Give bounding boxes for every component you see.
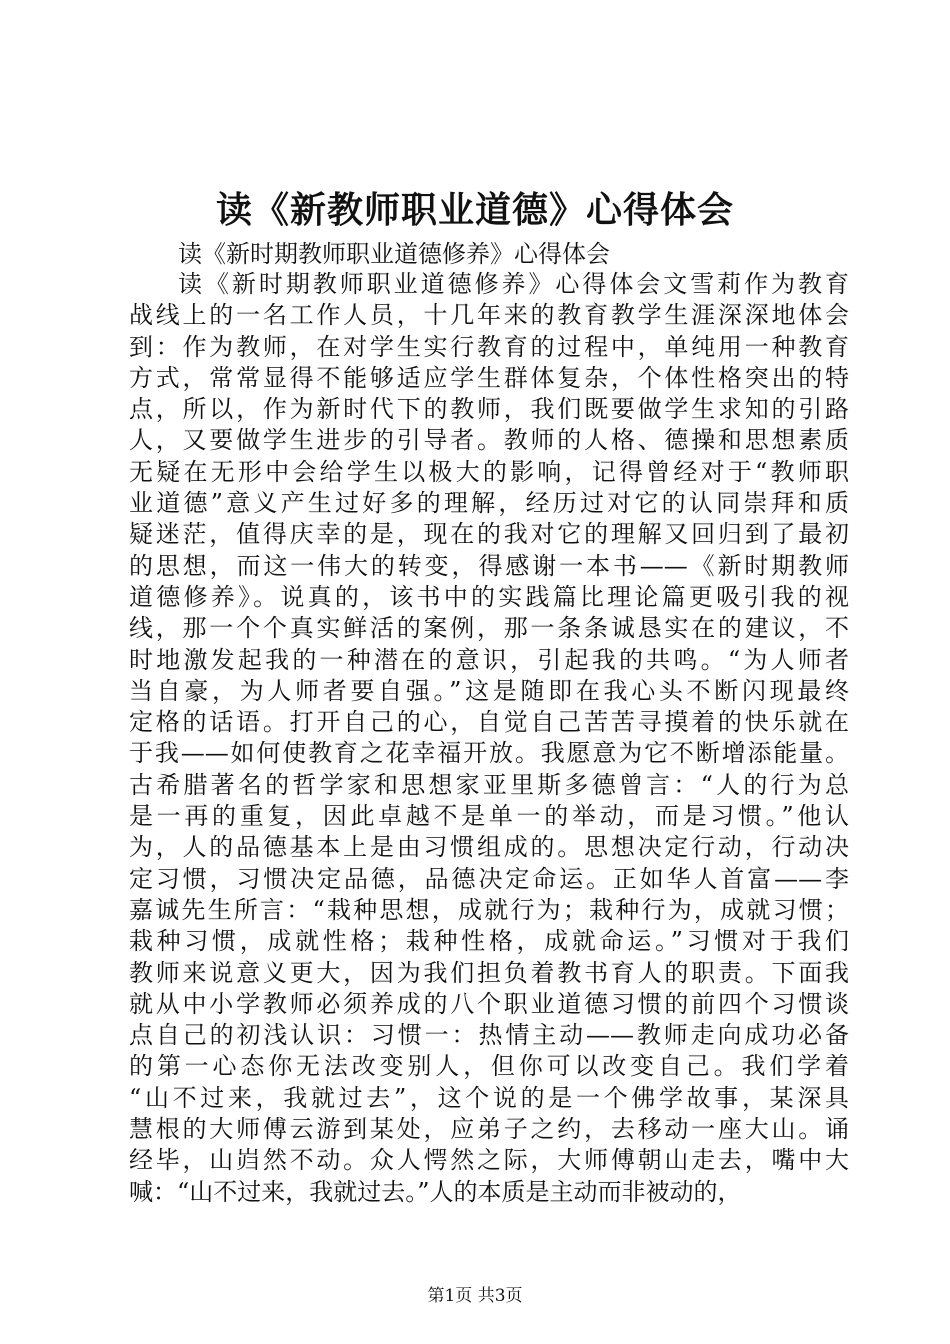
body-line: 疑迷茫，值得庆幸的是，现在的我对它的理解又回归到了最初	[129, 520, 849, 549]
body-line: 的思想，而这一伟大的转变，得感谢一本书——《新时期教师	[129, 551, 849, 580]
body-line: 为，人的品德基本上是由习惯组成的。思想决定行动，行动决	[129, 833, 849, 862]
body-line: 到：作为教师，在对学生实行教育的过程中，单纯用一种教育	[129, 332, 849, 361]
body-line: 栽种习惯，成就性格；栽种性格，成就命运。”习惯对于我们	[129, 927, 849, 956]
body-line: 就从中小学教师必须养成的八个职业道德习惯的前四个习惯谈	[129, 989, 849, 1018]
body-line: 于我——如何使教育之花幸福开放。我愿意为它不断增添能量。	[129, 739, 849, 768]
body-line: 无疑在无形中会给学生以极大的影响，记得曾经对于“教师职	[129, 457, 849, 486]
body-line: 道德修养》。说真的，该书中的实践篇比理论篇更吸引我的视	[129, 582, 849, 611]
body-line: 人，又要做学生进步的引导者。教师的人格、德操和思想素质	[129, 426, 849, 455]
body-line: “山不过来，我就过去”，这个说的是一个佛学故事，某深具	[129, 1083, 849, 1112]
body-line: 是一再的重复，因此卓越不是单一的举动，而是习惯。”他认	[129, 802, 849, 831]
body-line: 经毕，山岿然不动。众人愕然之际，大师傅朝山走去，嘴中大	[129, 1146, 849, 1175]
body-line: 线，那一个个真实鲜活的案例，那一条条诚恳实在的建议，不	[129, 614, 849, 643]
document-title: 读《新教师职业道德》心得体会	[215, 189, 734, 231]
page-footer: 第1页 共3页	[427, 1286, 523, 1306]
document-subtitle: 读《新时期教师职业道德修养》心得体会	[178, 240, 610, 268]
body-line: 业道德”意义产生过好多的理解，经历过对它的认同崇拜和质	[129, 489, 849, 518]
body-line: 当自豪，为人师者要自强。”这是随即在我心头不断闪现最终	[129, 676, 849, 705]
body-line: 时地激发起我的一种潜在的意识，引起我的共鸣。“为人师者	[129, 645, 849, 674]
body-line: 嘉诚先生所言：“栽种思想，成就行为；栽种行为，成就习惯；	[129, 895, 849, 924]
body-line: 点自己的初浅认识：习惯一：热情主动——教师走向成功必备	[129, 1021, 849, 1050]
body-line: 定习惯，习惯决定品德，品德决定命运。正如华人首富——李	[129, 864, 849, 893]
body-line: 战线上的一名工作人员，十几年来的教育教学生涯深深地体会	[129, 301, 849, 330]
body-line: 点，所以，作为新时代下的教师，我们既要做学生求知的引路	[129, 395, 849, 424]
body-line: 古希腊著名的哲学家和思想家亚里斯多德曾言：“人的行为总	[129, 770, 849, 799]
body-line: 教师来说意义更大，因为我们担负着教书育人的职责。下面我	[129, 958, 849, 987]
body-line: 定格的话语。打开自己的心，自觉自己苦苦寻摸着的快乐就在	[129, 708, 849, 737]
body-line: 慧根的大师傅云游到某处，应弟子之约，去移动一座大山。诵	[129, 1115, 849, 1144]
body-line: 喊：“山不过来，我就过去。”人的本质是主动而非被动的，	[129, 1177, 742, 1206]
body-line: 读《新时期教师职业道德修养》心得体会文雪莉作为教育	[178, 270, 849, 298]
body-line: 方式，常常显得不能够适应学生群体复杂，个体性格突出的特	[129, 363, 849, 392]
body-text	[129, 269, 849, 1208]
body-line: 的第一心态你无法改变别人，但你可以改变自己。我们学着	[129, 1052, 849, 1081]
